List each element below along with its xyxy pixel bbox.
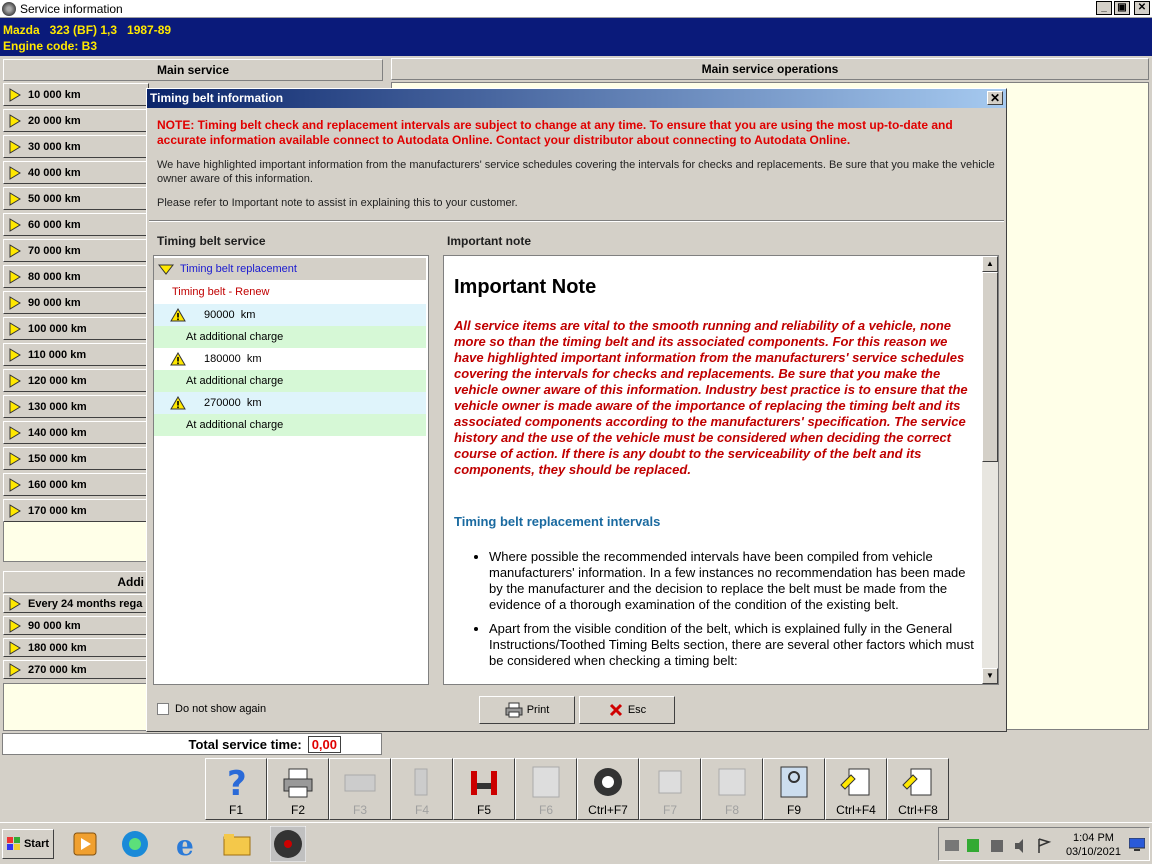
clock-time: 1:04 PM [1072,832,1114,844]
service-interval-50-000-km[interactable] [3,187,149,210]
intervals-subtitle: Timing belt replacement intervals [454,514,661,529]
f6-icon [529,765,563,799]
printer-icon [505,702,523,718]
fkey-f7[interactable] [639,758,701,820]
km-label: 50 000 km [28,192,81,205]
total-service-time [2,733,382,755]
important-note-body: All service items are vital to the smooth running and reliability of a vehicle, none more so than the timing belt and its associated components. For this reason we have highlighted important information from the manufacturers' service schedules covering the intervals for checks and replacements. Be sure that you make the vehicle owner aware of this information. Industry best practice is to ensure that the vehicle owner is made aware of the importance of replacing the timing belt and its associated components according to the manufacturers' specification. The service history and the use of the vehicle must be considered when deciding the correct course of action. If there is any doubt to the serviceability of the belt and its components, they should be replaced. [454,318,968,477]
important-note-title: Important Note [454,276,597,298]
service-interval-60-000-km[interactable] [3,213,149,236]
fkey-ctrl-f7[interactable] [577,758,639,820]
km-label: 160 000 km [28,478,87,491]
tree-sub-label: Timing belt - Renew [172,286,270,298]
f9-icon [777,765,811,799]
arrow-right-icon [8,619,22,633]
arrow-right-icon [8,426,22,440]
svg-text:?: ? [227,765,247,799]
fkey-f8[interactable] [701,758,763,820]
autodata-app-icon[interactable] [270,826,306,862]
f7-icon [653,765,687,799]
service-interval-170-000-km[interactable] [3,499,149,522]
charge-label: At additional charge [186,419,284,431]
internet-explorer-icon[interactable] [172,829,202,859]
esc-label: Esc [627,704,647,716]
scroll-down-icon[interactable]: ▼ [982,668,998,684]
additional-header: Addi [3,571,149,593]
clock[interactable] [1066,831,1121,859]
service-interval-150-000-km[interactable] [3,447,149,470]
service-interval-80-000-km[interactable] [3,265,149,288]
arrow-right-icon [8,166,22,180]
f3-icon [343,765,377,799]
km-label: 10 000 km [28,88,81,101]
f1-icon [219,765,253,799]
window-titlebar [0,0,1152,18]
km-label: 70 000 km [28,244,81,257]
fkey-label: Ctrl+F8 [898,803,938,817]
arrow-right-icon [8,322,22,336]
important-note-pane [443,255,999,685]
intervals-list [489,549,979,677]
arrow-right-icon [8,348,22,362]
autodata-note: NOTE: Timing belt check and replacement intervals are subject to change at any time. To ensure that you are using the most up-to-date and accurate information available connect to Autodata Online. Contact your distributor about connecting to Autodata Online. [157,118,953,147]
service-interval-140-000-km[interactable] [3,421,149,444]
clock-date: 03/10/2021 [1065,846,1121,858]
dialog-title: Timing belt information [150,91,284,105]
dont-show-checkbox[interactable] [157,703,266,715]
arrow-right-icon [8,597,22,611]
service-interval-30-000-km[interactable] [3,135,149,158]
arrow-right-icon [8,114,22,128]
fkey-label: F2 [290,803,305,817]
window-title: Service information [20,2,123,16]
close-button[interactable]: ✕ [1134,1,1150,15]
arrow-right-icon [8,218,22,232]
arrow-right-icon [8,244,22,258]
km-label: 140 000 km [28,426,87,439]
fkey-f4[interactable] [391,758,453,820]
fkey-label: Ctrl+F4 [836,803,876,817]
arrow-right-icon [8,296,22,310]
fkey-ctrl-f4[interactable] [825,758,887,820]
interval-km: 270000 km [204,397,262,409]
app-icon [2,2,16,16]
taskbar [0,822,1152,864]
start-label: Start [23,838,50,850]
km-label: 90 000 km [28,296,81,309]
vehicle-banner [0,18,1152,56]
main-service-blank [3,520,149,562]
svg-text:e: e [176,829,194,859]
arrow-right-icon [8,504,22,518]
km-label: 20 000 km [28,114,81,127]
ctrl-f8-icon [901,765,935,799]
warning-icon [170,352,186,366]
vehicle-model: Mazda 323 (BF) 1,3 1987-89 [3,23,172,37]
arrow-right-icon [8,374,22,388]
tree-item-charge[interactable] [154,326,426,348]
total-value: 0,00 [308,736,341,753]
fkey-f2[interactable] [267,758,329,820]
service-interval-100-000-km[interactable] [3,317,149,340]
km-label: 180 000 km [28,641,87,654]
list-item: • Where possible the recommended intervals have been compiled from vehicle manufacturers' information. In a few instances no recommendation has been made by the manufacturer and the decision to replace the belt must be made from the evidence of a thorough examination of the condition of the existing belt. [489,549,979,613]
additional-interval-90-000-km[interactable] [3,616,149,635]
tree-item-charge[interactable] [154,414,426,436]
interval-km: 90000 km [204,309,256,321]
km-label: 30 000 km [28,140,81,153]
fkey-label: F9 [786,803,801,817]
restore-button[interactable]: ▣ [1114,1,1130,15]
fkey-f5[interactable] [453,758,515,820]
tree-item-timing-belt-replacement[interactable] [154,258,426,280]
km-label: 270 000 km [28,663,87,676]
important-note-header: Important note [447,234,531,248]
scroll-up-icon[interactable]: ▲ [982,256,998,272]
scroll-thumb[interactable] [982,272,998,462]
charge-label: At additional charge [186,331,284,343]
timing-belt-service-header: Timing belt service [157,234,266,248]
km-label: 170 000 km [28,504,87,517]
warning-icon [170,396,186,410]
windows-logo-icon [7,837,21,851]
tray-icons[interactable] [945,838,1055,854]
service-interval-40-000-km[interactable] [3,161,149,184]
fkey-label: F3 [352,803,367,817]
operations-header: Main service operations [391,58,1149,80]
function-toolbar [205,758,949,820]
tree-item-timing-belt-renew[interactable] [154,281,426,303]
km-label: 110 000 km [28,348,87,361]
tree-item-interval[interactable] [154,304,426,326]
note-scrollbar[interactable] [982,256,998,684]
close-icon [608,702,624,718]
f8-icon [715,765,749,799]
fkey-ctrl-f8[interactable] [887,758,949,820]
print-label: Print [526,704,550,716]
service-interval-20-000-km[interactable] [3,109,149,132]
f4-icon [405,765,439,799]
arrow-right-icon [8,400,22,414]
dialog-titlebar [147,89,1006,108]
arrow-right-icon [8,192,22,206]
additional-interval-every-24-months-rega[interactable] [3,594,149,613]
chevron-down-icon [158,262,174,276]
fkey-label: Ctrl+F7 [588,803,628,817]
fkey-label: F1 [228,803,243,817]
km-label: 150 000 km [28,452,87,465]
arrow-right-icon [8,663,22,677]
fkey-label: F8 [724,803,739,817]
km-label: 130 000 km [28,400,87,413]
total-label: Total service time: [188,736,302,752]
km-label: Every 24 months rega [28,597,143,610]
system-tray [938,827,1150,861]
timing-belt-tree [153,255,429,685]
tree-root-label: Timing belt replacement [180,263,297,275]
checkbox-box[interactable] [157,703,169,715]
service-interval-120-000-km[interactable] [3,369,149,392]
km-label: 100 000 km [28,322,87,335]
divider [149,220,1004,222]
refer-text: Please refer to Important note to assist in explaining this to your customer. [157,197,518,209]
esc-button[interactable] [579,696,675,724]
file-explorer-icon[interactable] [222,829,252,859]
edge-browser-icon[interactable] [120,829,150,859]
main-service-header: Main service [3,59,383,81]
arrow-right-icon [8,641,22,655]
dialog-close-button[interactable]: ✕ [987,91,1003,105]
service-interval-10-000-km[interactable] [3,83,149,106]
km-label: 40 000 km [28,166,81,179]
ctrl-f7-icon [591,765,625,799]
additional-interval-180-000-km[interactable] [3,638,149,657]
fkey-label: F4 [414,803,429,817]
tree-item-interval[interactable] [154,348,426,370]
fkey-f9[interactable] [763,758,825,820]
km-label: 60 000 km [28,218,81,231]
service-interval-130-000-km[interactable] [3,395,149,418]
arrow-right-icon [8,140,22,154]
start-button[interactable] [2,829,54,859]
main-service-list [3,83,149,525]
arrow-right-icon [8,270,22,284]
info-text: We have highlighted important information from the manufacturers' service schedules covering the intervals for checks and replacements. Be sure that you make the vehicle owner aware of this information. [157,159,995,185]
km-label: 90 000 km [28,619,81,632]
fkey-f3[interactable] [329,758,391,820]
service-interval-70-000-km[interactable] [3,239,149,262]
service-interval-90-000-km[interactable] [3,291,149,314]
km-label: 80 000 km [28,270,81,283]
warning-icon [170,308,186,322]
additional-interval-270-000-km[interactable] [3,660,149,679]
engine-code: Engine code: B3 [3,39,98,53]
arrow-right-icon [8,452,22,466]
f2-icon [281,765,315,799]
fkey-f6[interactable] [515,758,577,820]
service-interval-160-000-km[interactable] [3,473,149,496]
minimize-button[interactable]: _ [1096,1,1112,15]
interval-km: 180000 km [204,353,262,365]
tree-item-interval[interactable] [154,392,426,414]
arrow-right-icon [8,88,22,102]
km-label: 120 000 km [28,374,87,387]
fkey-f1[interactable] [205,758,267,820]
charge-label: At additional charge [186,375,284,387]
service-interval-110-000-km[interactable] [3,343,149,366]
tree-item-charge[interactable] [154,370,426,392]
ctrl-f4-icon [839,765,873,799]
arrow-right-icon [8,478,22,492]
f5-icon [467,765,501,799]
additional-blank [3,683,149,731]
timing-belt-dialog [146,88,1007,732]
print-button[interactable] [479,696,575,724]
show-desktop-icon[interactable] [1129,838,1145,852]
media-player-icon[interactable] [70,829,100,859]
fkey-label: F6 [538,803,553,817]
dont-show-label: Do not show again [175,703,267,715]
fkey-label: F5 [476,803,491,817]
list-item: • Apart from the visible condition of the belt, which is explained fully in the General Instructions/Toothed Timing Belts section, there are several other factors which must be considered when checking a timing belt: [489,621,979,669]
fkey-label: F7 [662,803,677,817]
additional-list [3,594,149,682]
